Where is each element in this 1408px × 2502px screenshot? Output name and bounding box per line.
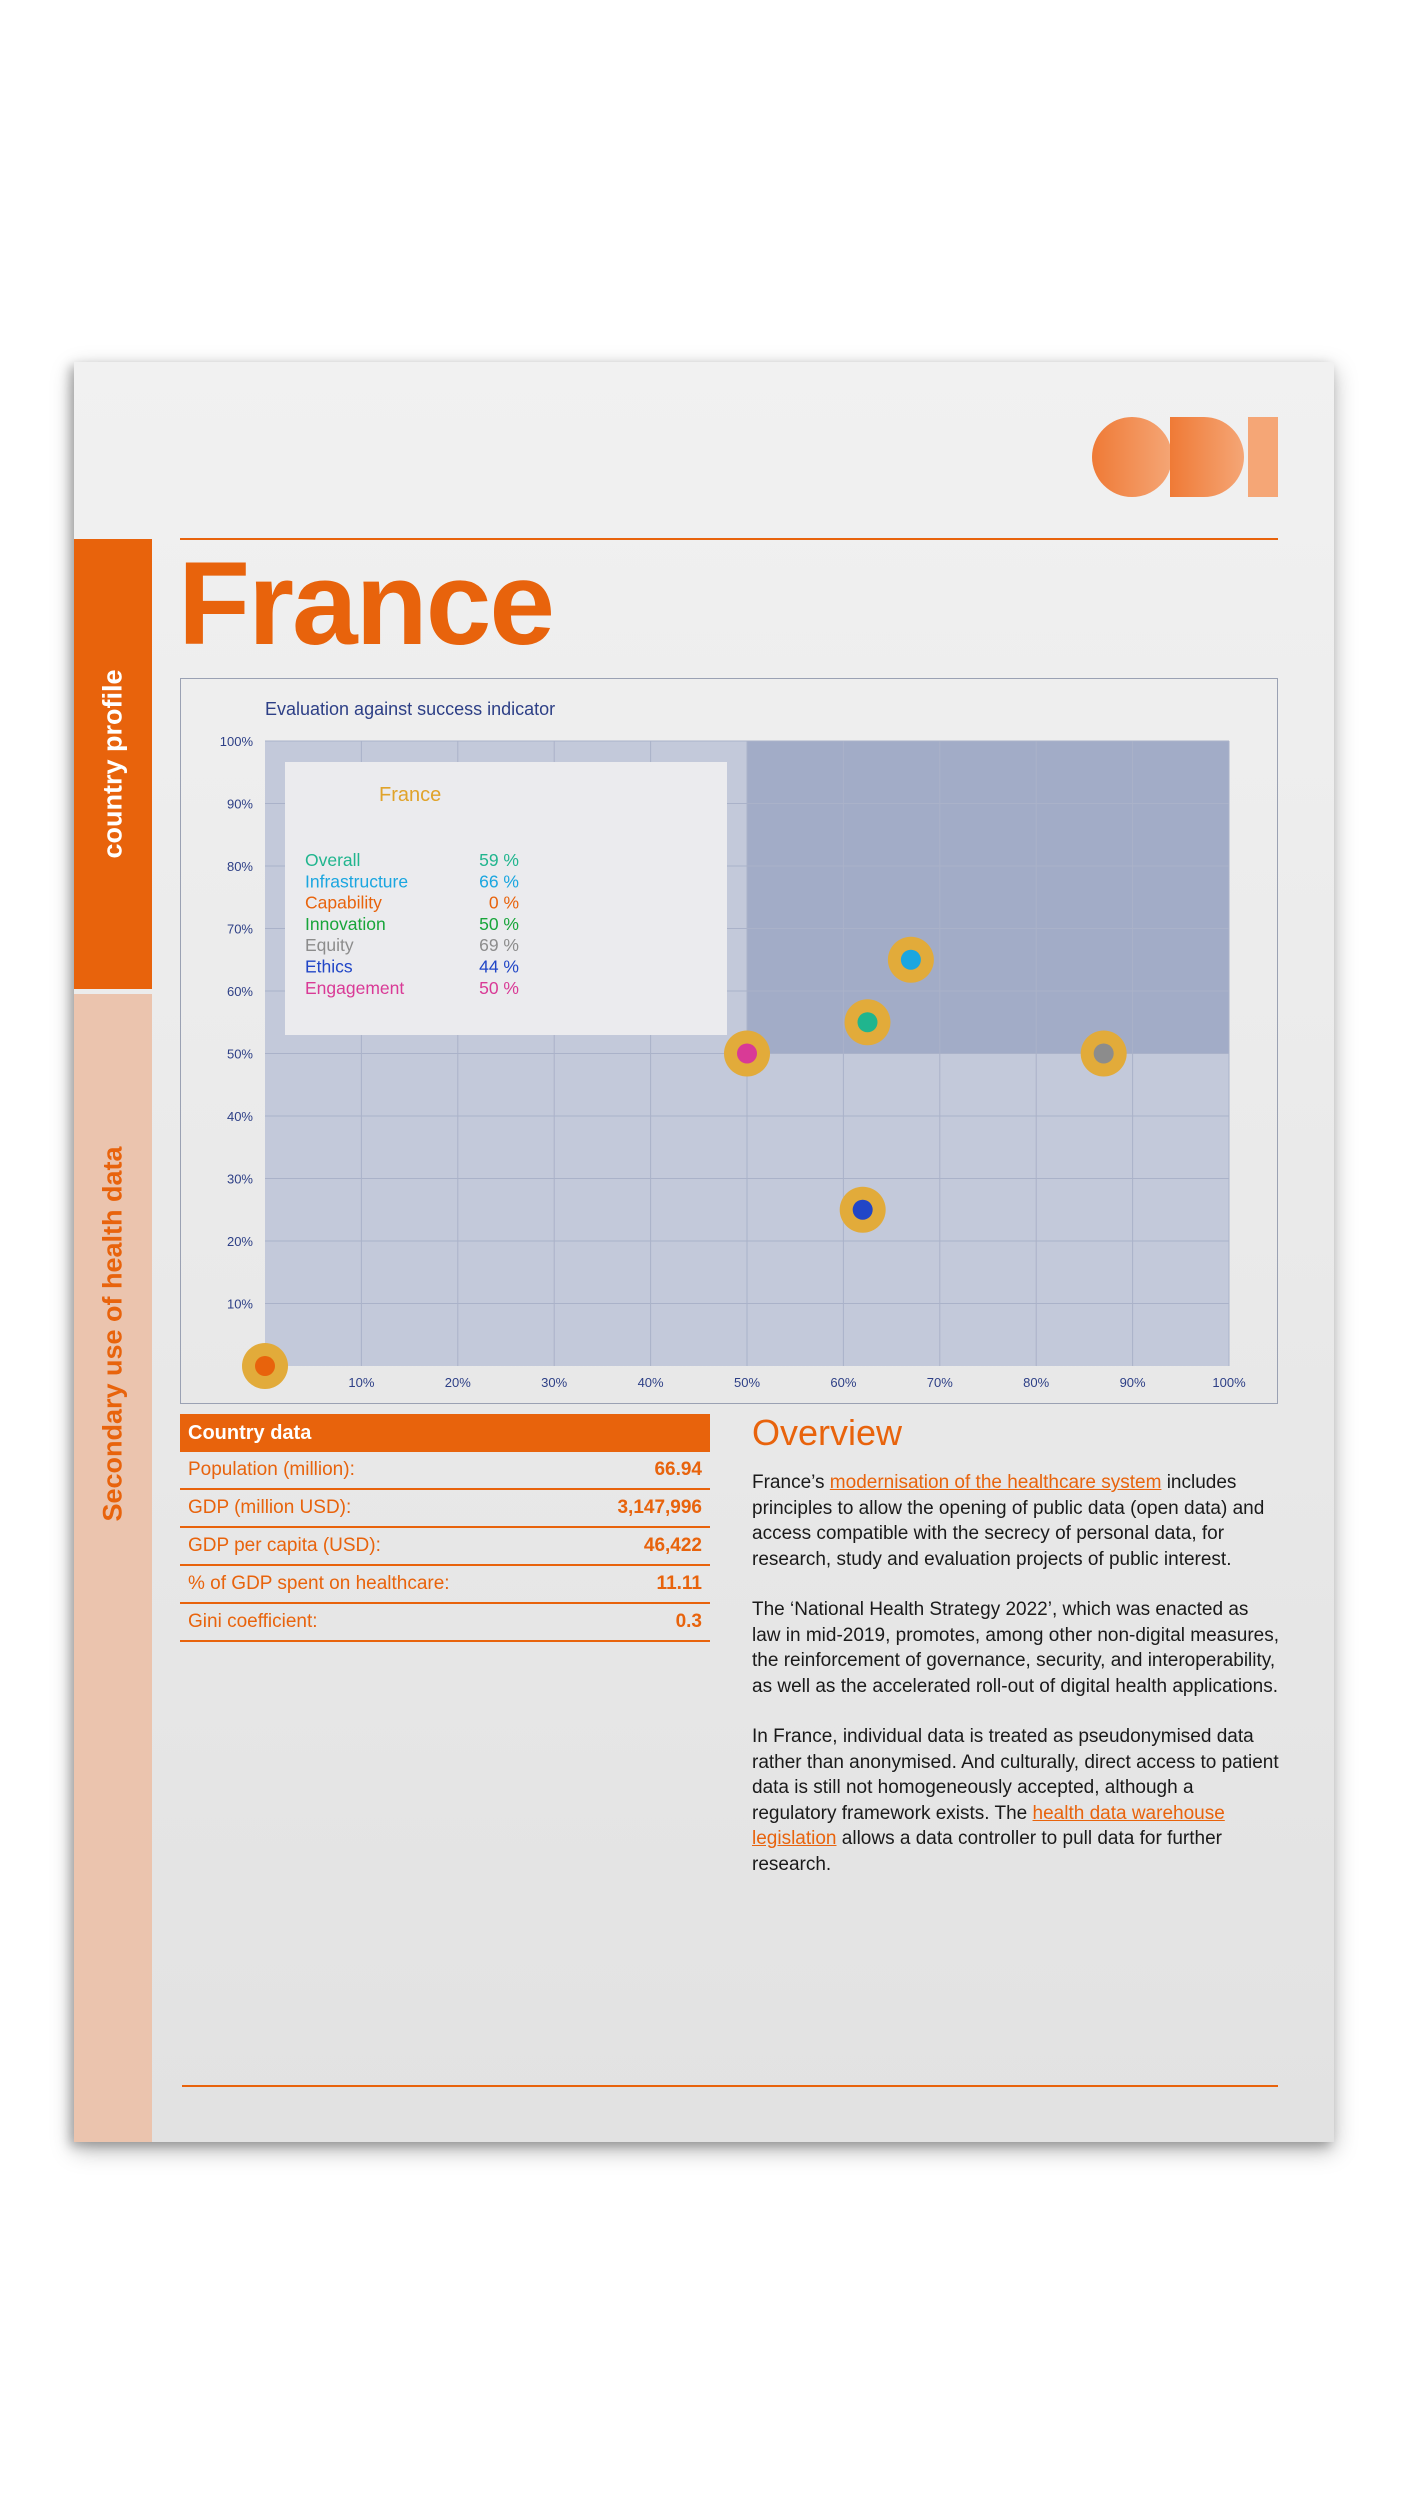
legend-entry-value: 50 % <box>479 913 519 934</box>
legend-entry-name: Infrastructure <box>305 871 409 892</box>
sidebar-band-country-profile <box>74 539 152 989</box>
x-tick-label: 100% <box>1212 1375 1246 1390</box>
y-tick-label: 90% <box>226 796 253 812</box>
country-data-label: % of GDP spent on healthcare: <box>188 1573 450 1594</box>
country-data-row <box>180 1528 710 1566</box>
chart-title: Evaluation against success indicator <box>265 699 556 719</box>
x-tick-label: 60% <box>830 1375 857 1390</box>
legend-entry-value: 69 % <box>479 935 519 956</box>
country-data-header: Country data <box>180 1414 710 1452</box>
data-point <box>858 1012 878 1032</box>
sidebar-label-topic: Secondary use of health data <box>97 1146 128 1522</box>
sidebar-label-country-profile: country profile <box>97 669 128 859</box>
evaluation-chart <box>180 678 1278 1404</box>
y-tick-label: 20% <box>226 1234 253 1249</box>
country-data-value: 0.3 <box>675 1611 702 1632</box>
legend-entry-value: 50 % <box>479 977 519 998</box>
country-data-table <box>180 1414 710 1642</box>
legend-entry-value: 59 % <box>479 850 519 870</box>
overview-paragraph-3 <box>752 1724 1282 1877</box>
data-point <box>255 1356 275 1376</box>
data-point <box>1094 1044 1114 1064</box>
odi-logo <box>1092 417 1278 497</box>
sidebar-band-topic <box>74 994 152 2142</box>
legend-entry-name: Overall <box>305 850 361 870</box>
legend-entry-name: Equity <box>305 935 354 956</box>
highlight-region <box>747 741 1229 1054</box>
country-data-value: 46,422 <box>643 1535 702 1556</box>
y-tick-label: 60% <box>226 984 253 999</box>
legend-entry-value: 44 % <box>479 956 519 977</box>
country-data-value: 66.94 <box>654 1459 702 1480</box>
y-tick-label: 70% <box>226 921 253 937</box>
brochure-page <box>74 362 1334 2142</box>
p3-text-end: allows a data controller to pull data for further research. <box>752 1828 1222 1875</box>
overview-paragraph-2: The ‘National Health Strategy 2022’, which was enacted as law in mid-2019, promotes, among other non-digital measures, the reinforcement of governance, security, and interoperability, as well as the accelerated roll-out of digital health applications. <box>752 1599 1279 1697</box>
country-data-row <box>180 1452 710 1490</box>
legend-entry-name: Innovation <box>305 913 386 934</box>
overview-heading: Overview <box>752 1412 903 1453</box>
country-data-label: GDP per capita (USD): <box>188 1535 381 1556</box>
y-tick-label: 50% <box>226 1046 253 1062</box>
y-tick-label: 40% <box>226 1109 253 1124</box>
x-tick-label: 90% <box>1119 1375 1146 1390</box>
legend-entry-name: Engagement <box>305 977 405 998</box>
x-tick-label: 70% <box>926 1375 953 1390</box>
overview-section <box>752 1412 1282 1902</box>
data-point <box>853 1200 873 1220</box>
country-data-value: 3,147,996 <box>617 1497 702 1518</box>
x-tick-label: 40% <box>637 1375 664 1390</box>
legend-entry-value: 0 % <box>488 892 519 913</box>
data-point <box>737 1044 757 1064</box>
modernisation-link[interactable]: modernisation of the healthcare system <box>829 1472 1162 1493</box>
x-tick-label: 80% <box>1023 1375 1050 1390</box>
p3-text-start: In France, individual data is treated as pseudonymised data rather than anonymised. And culturally, direct access to patient data is still not homogeneously accepted, although a regulatory framework exists. The <box>752 1726 1279 1824</box>
p1-text-start: France’s <box>752 1472 830 1493</box>
page-title: France <box>178 538 553 670</box>
y-tick-label: 80% <box>226 859 253 874</box>
y-tick-label: 100% <box>219 734 253 749</box>
x-tick-label: 50% <box>733 1375 761 1390</box>
country-data-label: Population (million): <box>188 1459 355 1480</box>
health-data-warehouse-link[interactable]: health data warehouse legislation <box>752 1802 1225 1849</box>
bottom-rule <box>182 2085 1278 2087</box>
x-tick-label: 20% <box>444 1375 471 1390</box>
country-data-label: Gini coefficient: <box>188 1611 318 1632</box>
data-point <box>901 950 921 970</box>
legend-entry-name: Capability <box>305 892 382 913</box>
legend-entry-name: Ethics <box>305 956 353 977</box>
country-data-value: 11.11 <box>656 1573 702 1594</box>
x-tick-label: 10% <box>348 1375 375 1390</box>
country-data-row <box>180 1566 710 1604</box>
legend-title: France <box>379 784 442 806</box>
country-data-row <box>180 1490 710 1528</box>
country-data-label: GDP (million USD): <box>188 1497 352 1518</box>
p1-text-end: includes principles to allow the opening of public data (open data) and access compatible with the secrecy of personal data, for research, study and evaluation projects of public interest. <box>752 1472 1265 1570</box>
y-tick-label: 10% <box>226 1296 253 1312</box>
x-tick-label: 30% <box>541 1375 568 1390</box>
chart-canvas <box>181 679 1279 1405</box>
overview-paragraph-1 <box>752 1470 1282 1572</box>
country-data-row <box>180 1604 710 1642</box>
legend-entry-value: 66 % <box>479 871 519 892</box>
y-tick-label: 30% <box>226 1171 253 1187</box>
